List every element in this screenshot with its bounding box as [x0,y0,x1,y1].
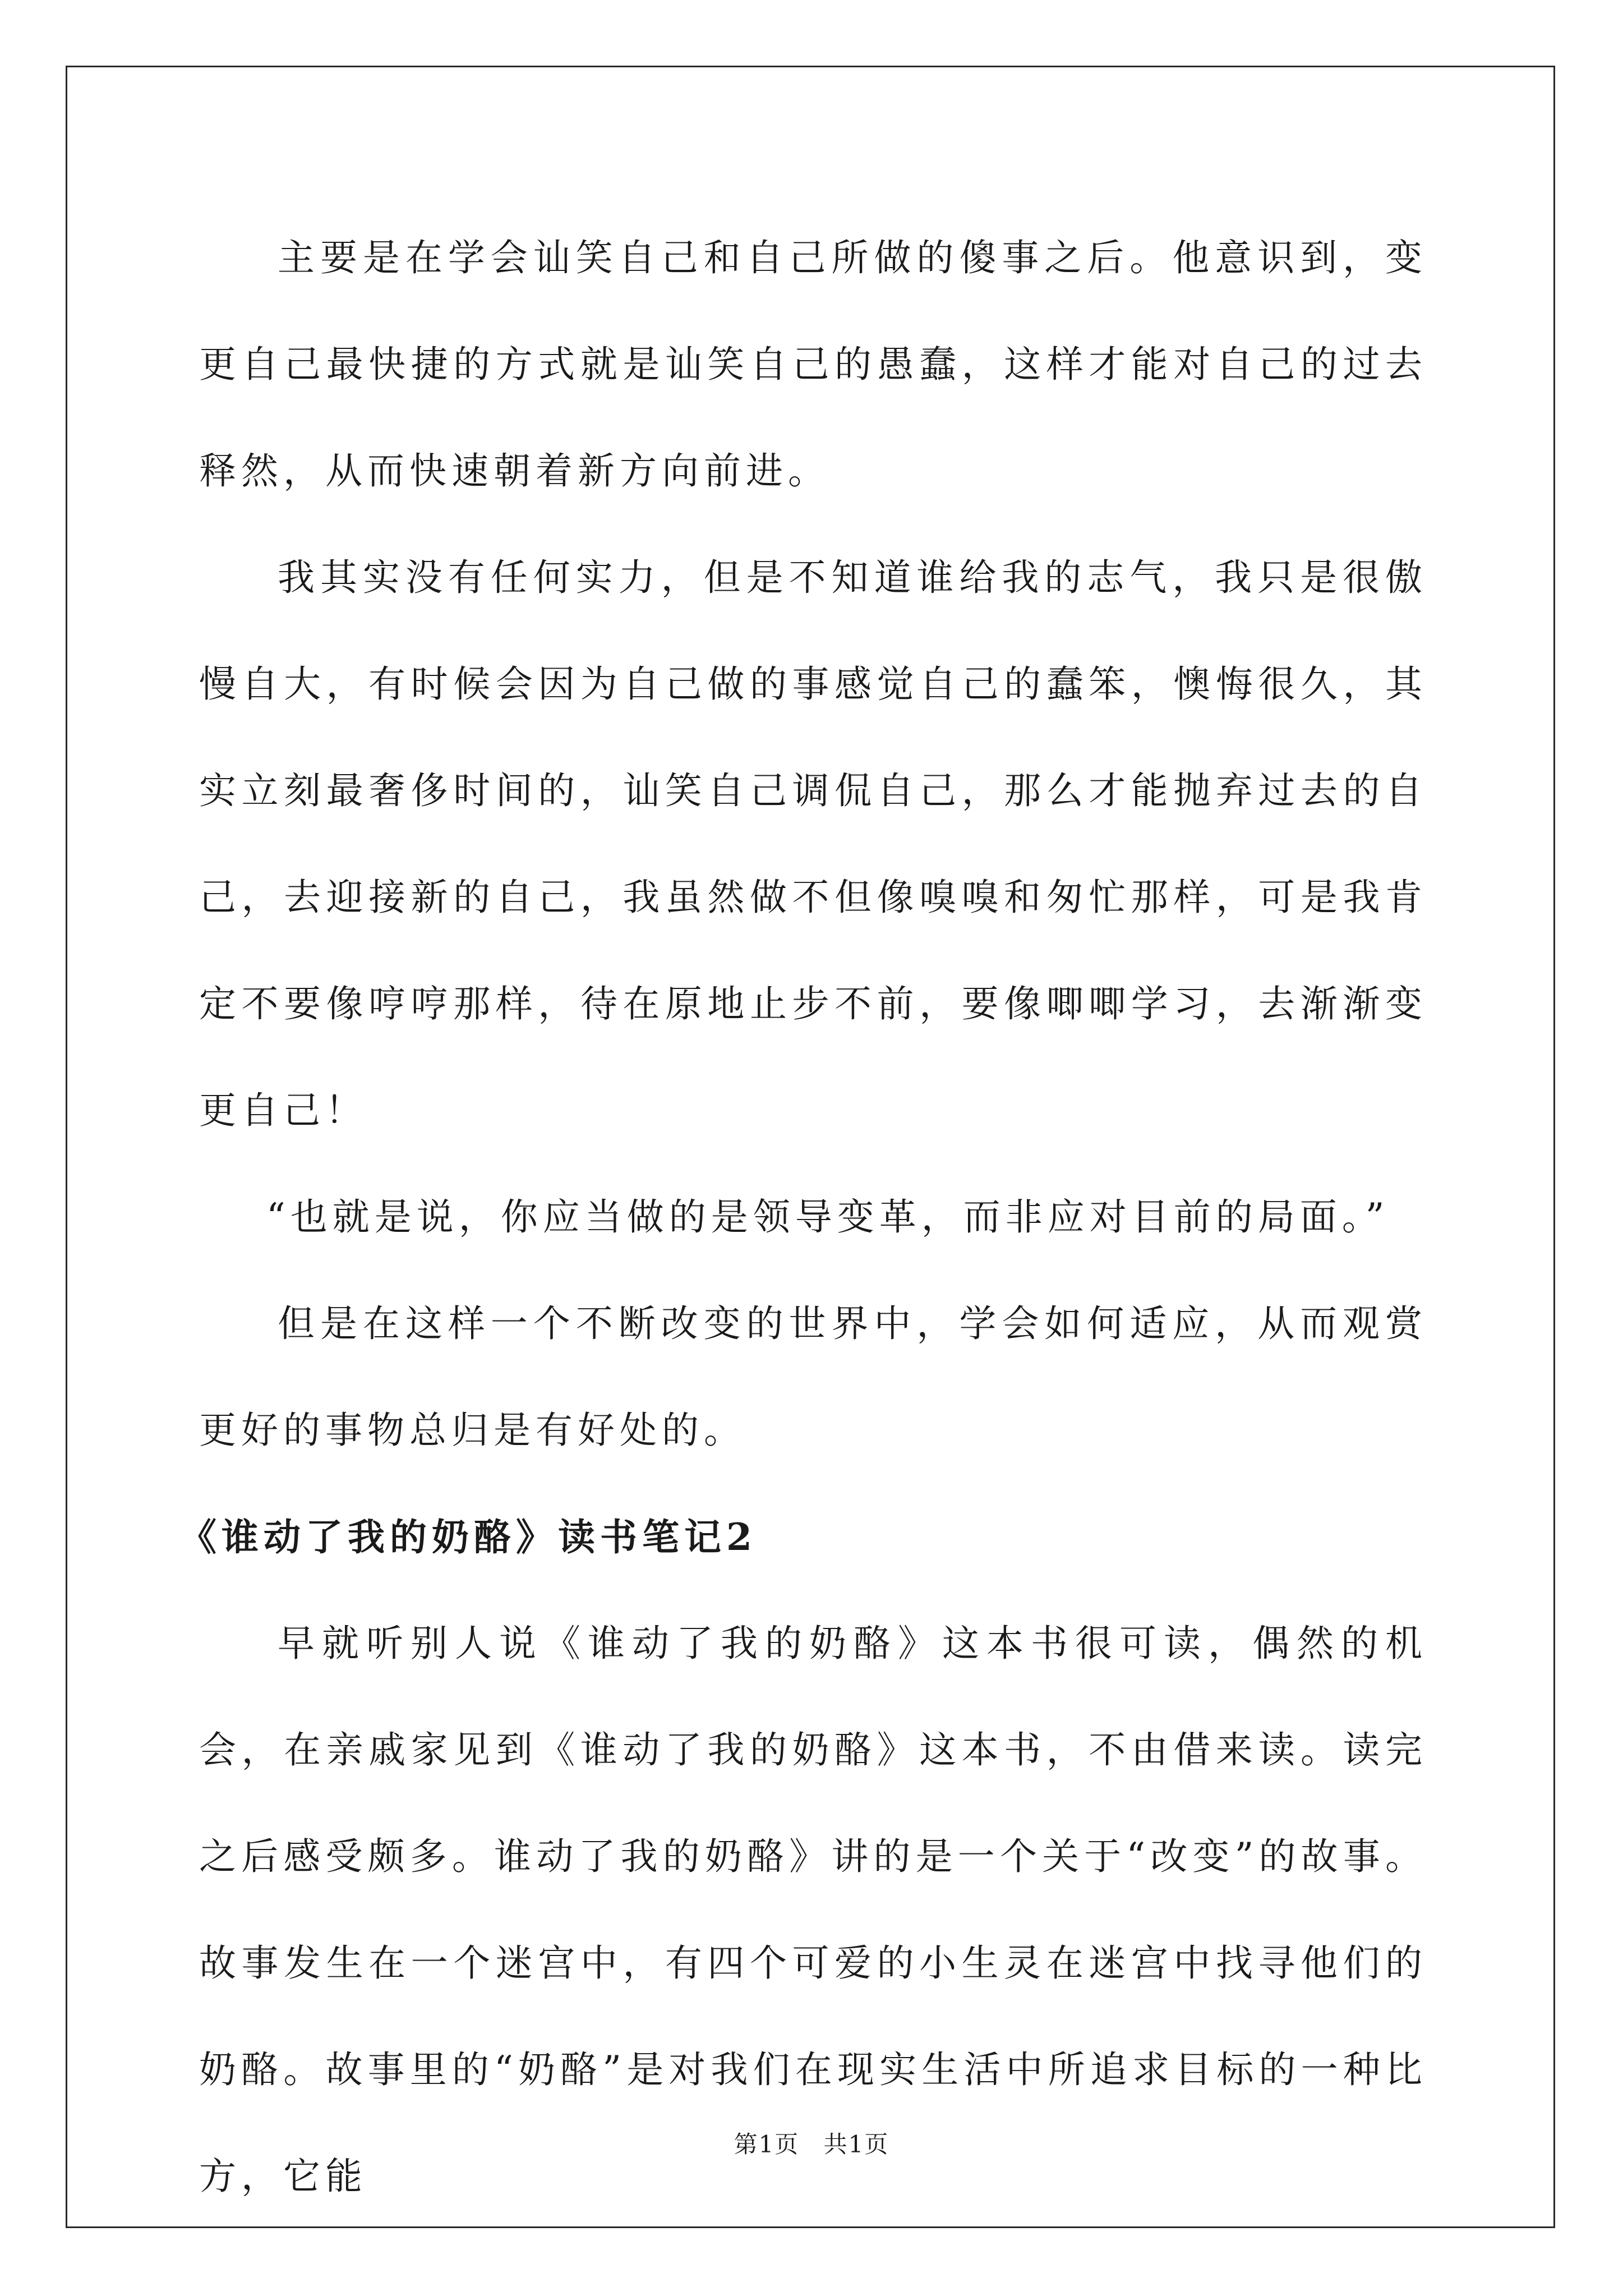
page-number: 第1页 [734,2131,800,2158]
document-body [179,205,1427,2230]
quote-paragraph: “也就是说，你应当做的是领导变革，而非应对目前的局面。” [266,1195,1390,1239]
paragraph: 早就听别人说《谁动了我的奶酪》这本书很可读，偶然的机会，在亲戚家见到《谁动了我的奶酪》这本书，不由借来读。读完之后感受颇多。谁动了我的奶酪》讲的是一个关于“改变”的故事。故事发生在一个迷宫中，有四个可爱的小生灵在迷宫中找寻他们的奶酪。故事里的“奶酪”是对我们在现实生活中所追求目标的一种比方，它能 [199,1622,1427,2198]
paragraph: 但是在这样一个不断改变的世界中，学会如何适应，从而观赏更好的事物总归是有好处的。 [199,1302,1427,1452]
paragraph: 我其实没有任何实力，但是不知道谁给我的志气，我只是很傲慢自大，有时候会因为自己做的事感觉自己的蠢笨，懊悔很久，其实立刻最奢侈时间的，讪笑自己调侃自己，那么才能抛弃过去的自己，去迎接新的自己，我虽然做不但像嗅嗅和匆忙那样，可是我肯定不要像哼哼那样，待在原地止步不前，要像唧唧学习，去渐渐变更自己！ [199,556,1427,1132]
paragraph: 主要是在学会讪笑自己和自己所做的傻事之后。他意识到，变更自己最快捷的方式就是讪笑自己的愚蠢，这样才能对自己的过去释然，从而快速朝着新方向前进。 [199,236,1427,493]
page-footer [0,2126,1623,2160]
section-heading: 《谁动了我的奶酪》读书笔记2 [179,1515,757,1559]
total-pages: 共1页 [823,2131,889,2158]
